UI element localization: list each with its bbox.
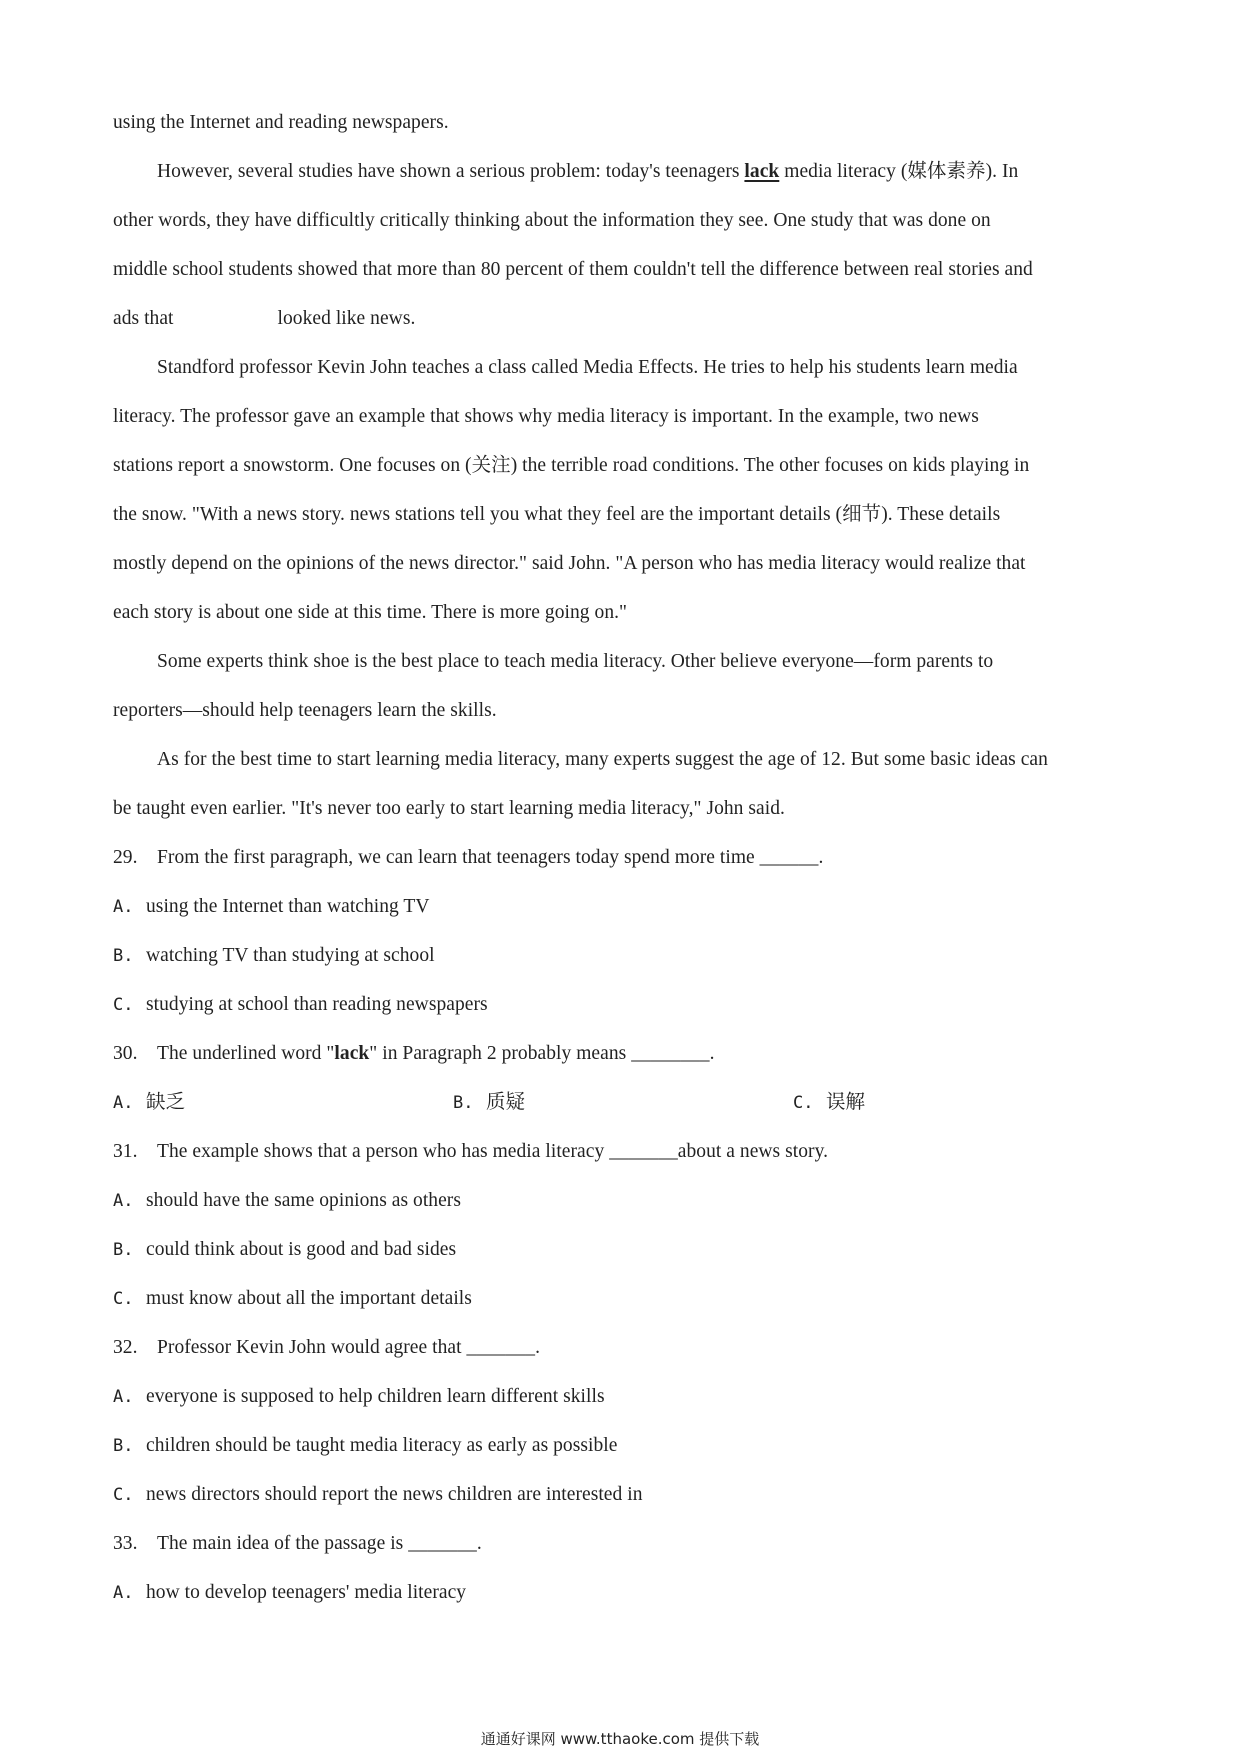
question-text: The main idea of the passage is _______. <box>157 1533 482 1554</box>
answer-option-row <box>113 1078 1135 1127</box>
passage-text: middle school students showed that more than 80 percent of them couldn't tell the difference between real stories and <box>113 259 1033 280</box>
question-stem <box>113 1323 1135 1372</box>
option-letter: A. <box>113 1387 134 1407</box>
option-text: could think about is good and bad sides <box>146 1239 457 1260</box>
question-number: 31. <box>113 1141 138 1162</box>
answer-option[interactable] <box>113 882 1135 931</box>
answer-option[interactable] <box>113 1176 1135 1225</box>
option-letter: B. <box>113 1240 134 1260</box>
passage-text: mostly depend on the opinions of the news director." said John. "A person who has media literacy would realize that <box>113 553 1026 574</box>
passage-line <box>113 441 1135 490</box>
passage-text: using the Internet and reading newspapers. <box>113 112 449 133</box>
question-text: " in Paragraph 2 probably means ________. <box>369 1043 715 1064</box>
question-keyword: lack <box>334 1043 370 1064</box>
option-text: watching TV than studying at school <box>146 945 435 966</box>
option-text: studying at school than reading newspapers <box>146 994 488 1015</box>
option-letter: A. <box>113 897 134 917</box>
passage-line <box>113 784 1135 833</box>
answer-option[interactable] <box>113 1274 1135 1323</box>
passage-text: stations report a snowstorm. One focuses on (关注) the terrible road conditions. The other focuses on kids playing in <box>113 455 1030 476</box>
passage-line <box>113 245 1135 294</box>
passage-line <box>113 490 1135 539</box>
passage-line <box>113 147 1135 196</box>
answer-option[interactable] <box>113 980 1135 1029</box>
document-body <box>113 98 1135 1617</box>
passage-line <box>113 637 1135 686</box>
option-letter: C. <box>113 1485 134 1505</box>
passage-line <box>113 343 1135 392</box>
option-text: must know about all the important details <box>146 1288 472 1309</box>
option-letter: A. <box>113 1093 134 1113</box>
answer-option[interactable] <box>113 1470 1135 1519</box>
option-text: news directors should report the news children are interested in <box>146 1484 643 1505</box>
passage-text: Standford professor Kevin John teaches a class called Media Effects. He tries to help his students learn media <box>157 357 1018 378</box>
option-letter: A. <box>113 1583 134 1603</box>
passage-text: looked like news. <box>277 308 416 329</box>
passage-text: each story is about one side at this time. There is more going on." <box>113 602 628 623</box>
passage-text: the snow. "With a news story. news stations tell you what they feel are the important details (细节). These details <box>113 504 1001 525</box>
question-number: 30. <box>113 1043 138 1064</box>
answer-option[interactable] <box>113 1421 1135 1470</box>
question-text: From the first paragraph, we can learn that teenagers today spend more time ______. <box>157 847 824 868</box>
passage-text: However, several studies have shown a serious problem: today's teenagers <box>157 161 745 182</box>
passage-text: As for the best time to start learning media literacy, many experts suggest the age of 12. But some basic ideas can <box>157 749 1048 770</box>
answer-option[interactable] <box>113 931 1135 980</box>
question-stem <box>113 833 1135 882</box>
option-letter: C. <box>113 1289 134 1309</box>
page-footer: 通通好课网 www.tthaoke.com 提供下载 <box>480 1730 760 1748</box>
passage-line <box>113 294 1135 343</box>
question-number: 32. <box>113 1337 138 1358</box>
question-stem <box>113 1127 1135 1176</box>
question-text: The example shows that a person who has media literacy _______about a news story. <box>157 1141 829 1162</box>
option-letter: C. <box>793 1093 814 1113</box>
underlined-keyword: lack <box>744 161 780 182</box>
answer-option[interactable] <box>113 1372 1135 1421</box>
option-text: children should be taught media literacy as early as possible <box>146 1435 618 1456</box>
passage-text: reporters—should help teenagers learn the skills. <box>113 700 497 721</box>
passage-line <box>113 98 1135 147</box>
passage-text: media literacy (媒体素养). In <box>779 161 1019 182</box>
option-text: 误解 <box>826 1092 866 1113</box>
passage-text: Some experts think shoe is the best place to teach media literacy. Other believe everyone—form parents to <box>157 651 994 672</box>
passage-line <box>113 196 1135 245</box>
question-text: The underlined word " <box>157 1043 335 1064</box>
option-letter: A. <box>113 1191 134 1211</box>
answer-option[interactable] <box>113 1078 453 1127</box>
passage-line <box>113 686 1135 735</box>
answer-option[interactable] <box>793 1078 1133 1127</box>
option-letter: C. <box>113 995 134 1015</box>
question-text: Professor Kevin John would agree that _______. <box>157 1337 541 1358</box>
question-stem <box>113 1519 1135 1568</box>
option-text: using the Internet than watching TV <box>146 896 430 917</box>
option-text: how to develop teenagers' media literacy <box>146 1582 467 1603</box>
passage-line <box>113 539 1135 588</box>
passage-text: ads that <box>113 308 174 329</box>
option-text: everyone is supposed to help children learn different skills <box>146 1386 605 1407</box>
answer-option[interactable] <box>113 1568 1135 1617</box>
passage-line <box>113 392 1135 441</box>
passage-text: other words, they have difficultly critically thinking about the information they see. One study that was done on <box>113 210 991 231</box>
option-letter: B. <box>113 1436 134 1456</box>
question-number: 33. <box>113 1533 138 1554</box>
option-text: should have the same opinions as others <box>146 1190 461 1211</box>
option-letter: B. <box>113 946 134 966</box>
option-text: 质疑 <box>486 1092 526 1113</box>
passage-text: literacy. The professor gave an example that shows why media literacy is important. In the example, two news <box>113 406 979 427</box>
option-letter: B. <box>453 1093 474 1113</box>
answer-option[interactable] <box>453 1078 793 1127</box>
question-number: 29. <box>113 847 138 868</box>
passage-text: be taught even earlier. "It's never too early to start learning media literacy," John said. <box>113 798 785 819</box>
answer-option[interactable] <box>113 1225 1135 1274</box>
question-stem <box>113 1029 1135 1078</box>
option-text: 缺乏 <box>146 1092 186 1113</box>
passage-line <box>113 735 1135 784</box>
passage-line <box>113 588 1135 637</box>
